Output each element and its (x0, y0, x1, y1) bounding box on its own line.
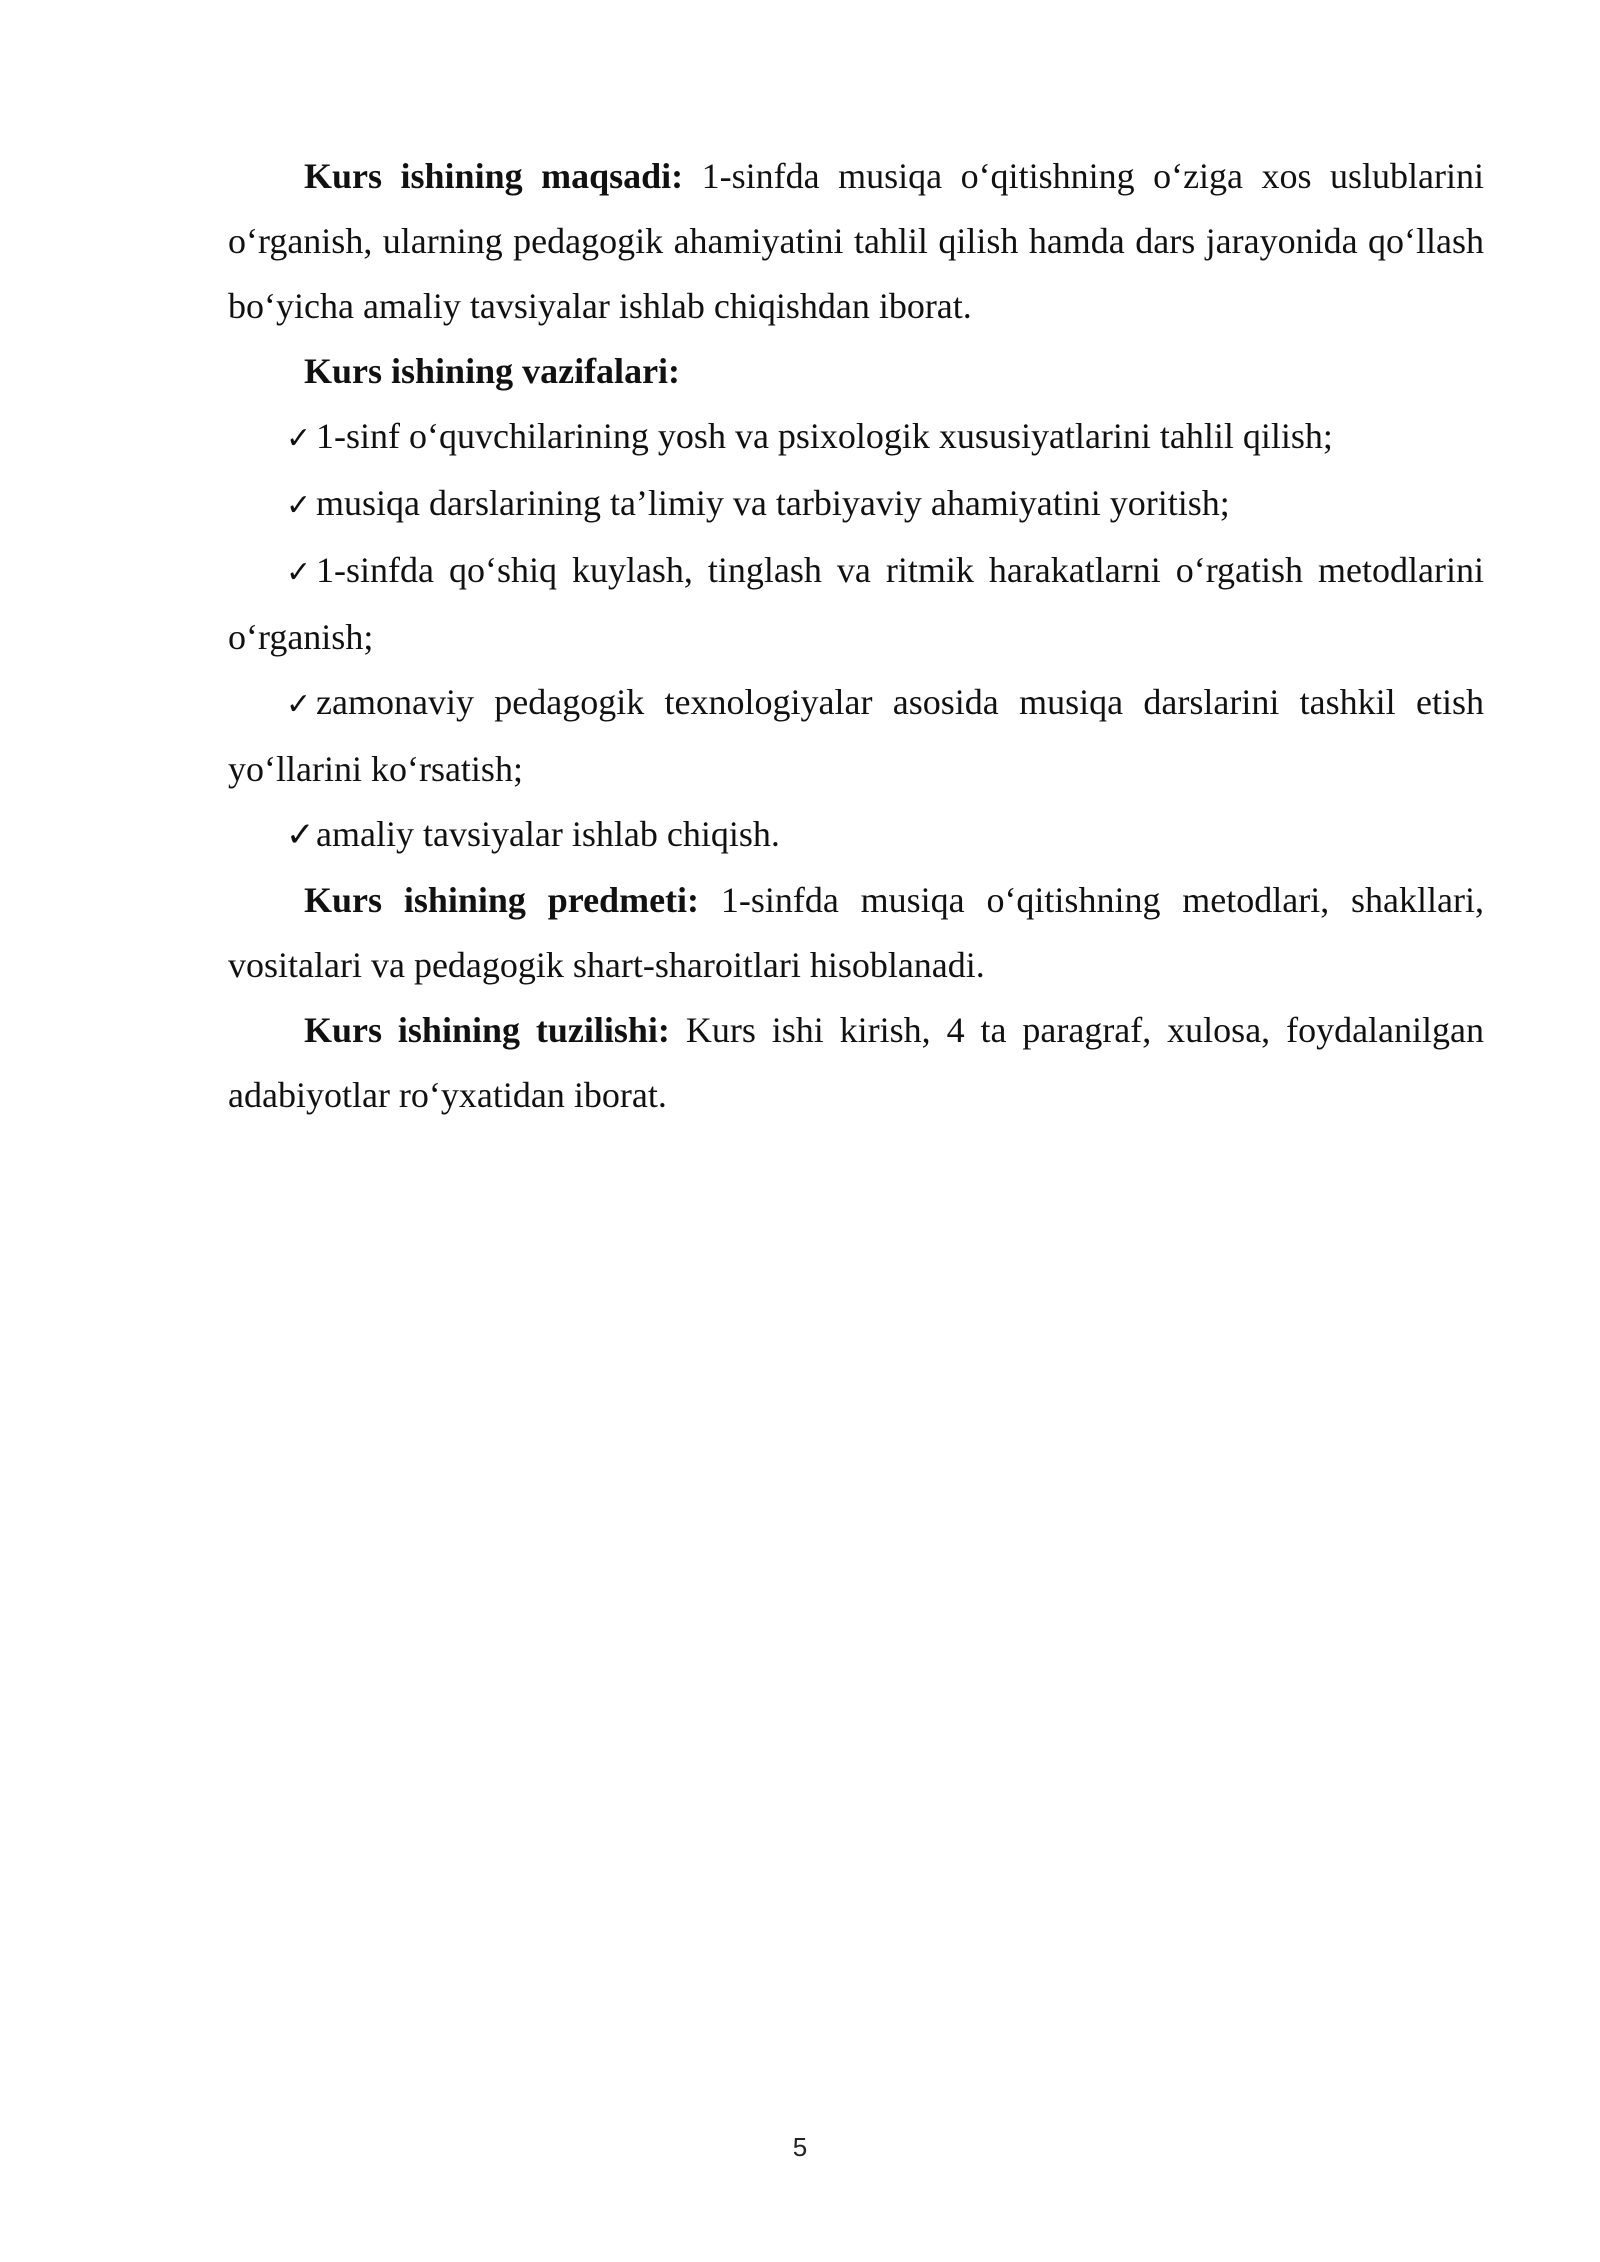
task-item (228, 538, 1484, 670)
subject-paragraph (228, 868, 1484, 998)
task-item (228, 404, 1484, 471)
task-item-text: zamonaviy pedagogik texnologiyalar asosida musiqa darslarini tashkil etish yo‘llarini ko‘rsatish; (228, 682, 1484, 789)
subject-lead: Kurs ishining predmeti: (304, 880, 700, 920)
check-icon: ✓ (286, 815, 315, 855)
structure-text: Kurs ishi kirish, 4 ta paragraf, xulosa, foydalanilgan adabiyotlar ro‘yxatidan iborat. (228, 1010, 1485, 1115)
check-icon: ✓ (286, 555, 312, 590)
task-item-text: 1-sinfda qo‘shiq kuylash, tinglash va ritmik harakatlarni o‘rgatish metodlarini o‘rganish; (228, 550, 1484, 657)
tasks-heading: Kurs ishining vazifalari: (304, 351, 681, 391)
structure-lead: Kurs ishining tuzilishi: (304, 1010, 670, 1050)
check-icon: ✓ (286, 687, 312, 722)
task-item-text: amaliy tavsiyalar ishlab chiqish. (316, 814, 780, 854)
task-item (228, 802, 1484, 868)
document-body (228, 144, 1484, 1128)
task-item-text: musiqa darslarining ta’limiy va tarbiyaviy ahamiyatini yoritish; (316, 483, 1230, 523)
check-icon: ✓ (286, 421, 312, 456)
purpose-paragraph (228, 144, 1484, 339)
task-item (228, 670, 1484, 802)
page-number: 5 (792, 2132, 808, 2162)
purpose-text: 1-sinfda musiqa o‘qitishning o‘ziga xos uslublarini o‘rganish, ularning pedagogik ahamiyatini tahlil qilish hamda dars jarayonida qo‘llash bo‘yicha amaliy tavsiyalar ishlab chiqishdan iborat. (228, 156, 1485, 326)
check-icon: ✓ (286, 488, 312, 523)
task-item (228, 471, 1484, 538)
purpose-lead: Kurs ishining maqsadi: (304, 156, 684, 196)
structure-paragraph (228, 998, 1484, 1128)
task-item-text: 1-sinf o‘quvchilarining yosh va psixologik xususiyatlarini tahlil qilish; (316, 416, 1333, 456)
subject-text: 1-sinfda musiqa o‘qitishning metodlari, shakllari, vositalari va pedagogik shart-sharoitlari hisoblanadi. (228, 880, 1484, 985)
